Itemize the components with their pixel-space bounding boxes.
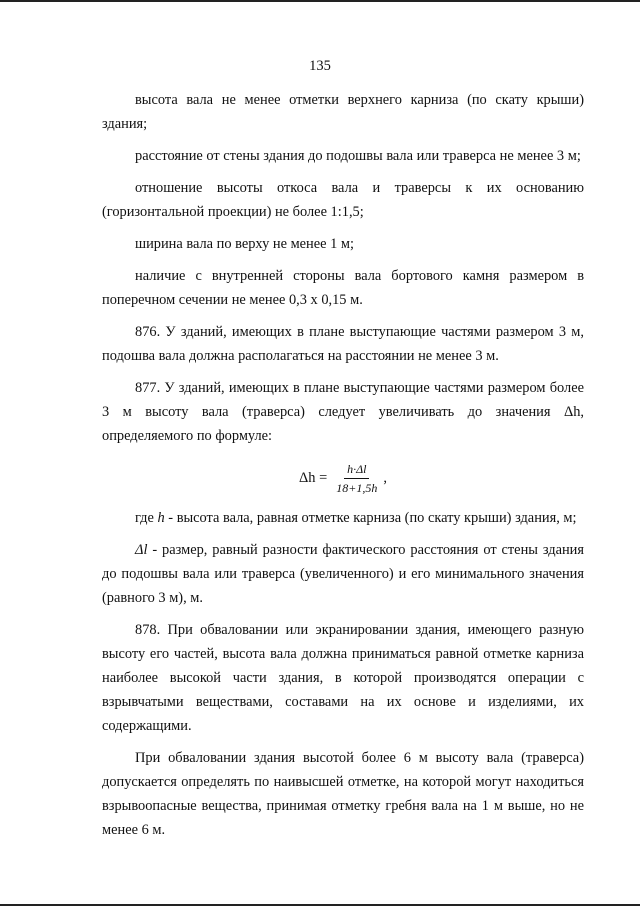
formula-fraction [333,461,380,496]
paragraph: отношение высоты откоса вала и траверсы к их основанию (горизонтальной проекции) не более 1:1,5; [102,180,584,220]
paragraph-877: 877. У зданий, имеющих в плане выступающие частями размером более 3 м высоту вала (траверса) следует увеличивать до значения Δh, определяемого по формуле: [102,380,584,444]
document-body [102,88,584,842]
formula-denominator: 18+1,5h [336,480,378,495]
page-number: 135 [309,58,331,74]
paragraph-878: 878. При обваловании или экранировании здания, имеющего разную высоту его частей, высота вала должна приниматься равной отметке карниза наиболее высокой части здания, в которой производятся операции с взрывчатыми веществами, составами на их основе и изделиями, их содержащими. [102,622,584,734]
paragraph: высота вала не менее отметки верхнего карниза (по скату крыши) здания; [102,92,584,132]
paragraph: расстояние от стены здания до подошвы вала или траверса не менее 3 м; [135,148,581,164]
paragraph: ширина вала по верху не менее 1 м; [135,236,355,252]
formula-lhs: Δh = [299,470,328,486]
symbol-h: h [157,510,165,526]
definition-dl: Δl - размер, равный разности фактического расстояния от стены здания до подошвы вала или траверса (увеличенного) и его минимального значения (равного 3 м), м. [102,542,584,606]
formula-trailing: , [383,470,387,486]
paragraph: При обваловании здания высотой более 6 м высоту вала (траверса) допускается определять по наивысшей отметке, на которой могут находиться взрывоопасные вещества, принимая отметку гребня вала на 1 м выше, но не менее 6 м. [102,750,584,838]
formula-numerator: h·Δl [344,461,369,479]
formula [102,454,584,502]
paragraph-876: 876. У зданий, имеющих в плане выступающие частями размером 3 м, подошва вала должна располагаться на расстоянии не менее 3 м. [102,324,584,364]
paragraph: наличие с внутренней стороны вала бортового камня размером в поперечном сечении не менее 0,3 х 0,15 м. [102,268,584,308]
definition-h: где h - высота вала, равная отметке карниза (по скату крыши) здания, м; [135,510,577,526]
symbol-dl: Δl [135,542,148,558]
scan-top-edge [0,0,640,2]
